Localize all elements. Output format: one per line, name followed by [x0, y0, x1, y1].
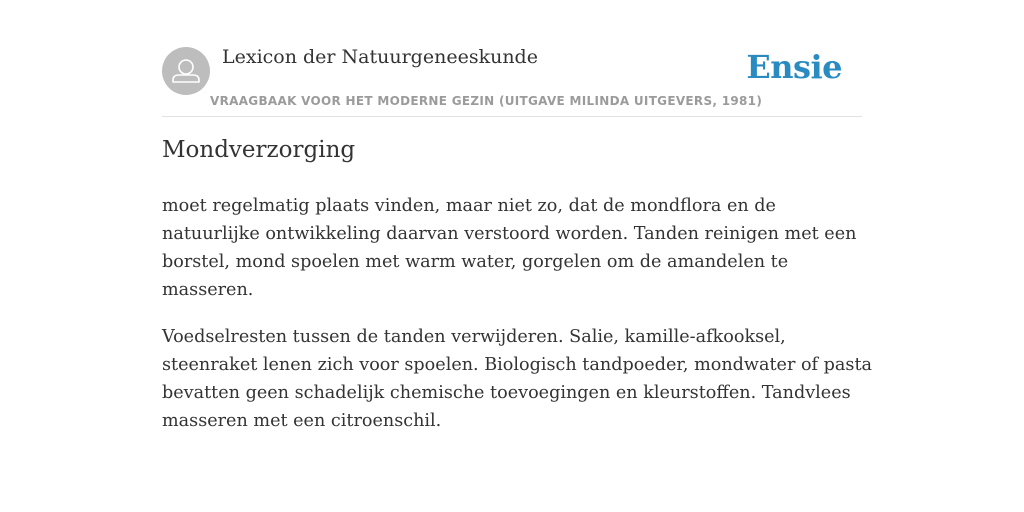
avatar[interactable]: [162, 47, 210, 95]
entry-title: Mondverzorging: [162, 137, 356, 163]
user-icon: [162, 47, 210, 95]
source-subtitle: VRAAGBAAK VOOR HET MODERNE GEZIN (UITGAVE MILINDA UITGEVERS, 1981): [210, 94, 763, 108]
entry-paragraph: Voedselresten tussen de tanden verwijderen. Salie, kamille-afkooksel, steenraket lenen zich voor spoelen. Biologisch tandpoeder, mondwater of pasta bevatten geen schadelijk chemische toevoegingen en kleurstoffen. Tandvlees masseren met een citroenschil.: [162, 327, 873, 431]
entry-body: [162, 192, 874, 454]
entry-paragraph: moet regelmatig plaats vinden, maar niet zo, dat de mondflora en de natuurlijke ontwikkeling daarvan verstoord worden. Tanden reinigen met een borstel, mond spoelen met warm water, gorgelen om de amandelen te masseren.: [162, 196, 857, 300]
source-title-link[interactable]: Lexicon der Natuurgeneeskunde: [222, 46, 538, 68]
source-header: [162, 44, 862, 117]
ensie-logo[interactable]: Ensie: [746, 48, 842, 86]
